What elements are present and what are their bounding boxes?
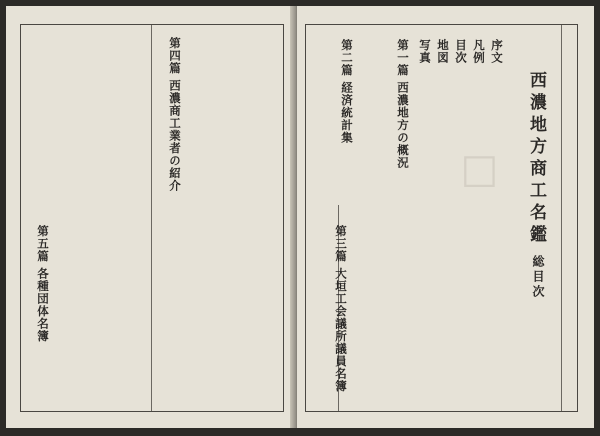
part-4-entries [193,41,273,221]
show-through: □ [456,145,503,192]
notes-heading: 凡例 [472,39,486,64]
preface-heading: 序文 [490,39,504,64]
photos-heading: 写真 [418,39,432,64]
left-page-frame [20,24,284,412]
section-divider [151,25,152,411]
part-5-entries [63,225,143,405]
part-2-heading: 第二篇 経済統計集 [340,39,354,145]
map-heading: 地図 [436,39,450,64]
right-page-frame [305,24,578,412]
part-3-heading: 第三篇 大垣工会議所議員名簿 [334,225,348,393]
right-page [297,6,594,428]
book-title: 西濃地方商工名鑑 [526,71,546,247]
part-5-heading: 第五篇 各種団体名簿 [36,225,50,343]
part-4-heading: 第四篇 西濃商工業者の紹介 [168,37,182,193]
contents-heading: 目次 [454,39,468,64]
part-1-2-entries [357,221,507,401]
title-divider [561,25,562,411]
book-subtitle: 総目次 [531,255,545,300]
part-1-heading: 第一篇 西濃地方の概況 [396,39,410,170]
left-page [6,6,296,428]
